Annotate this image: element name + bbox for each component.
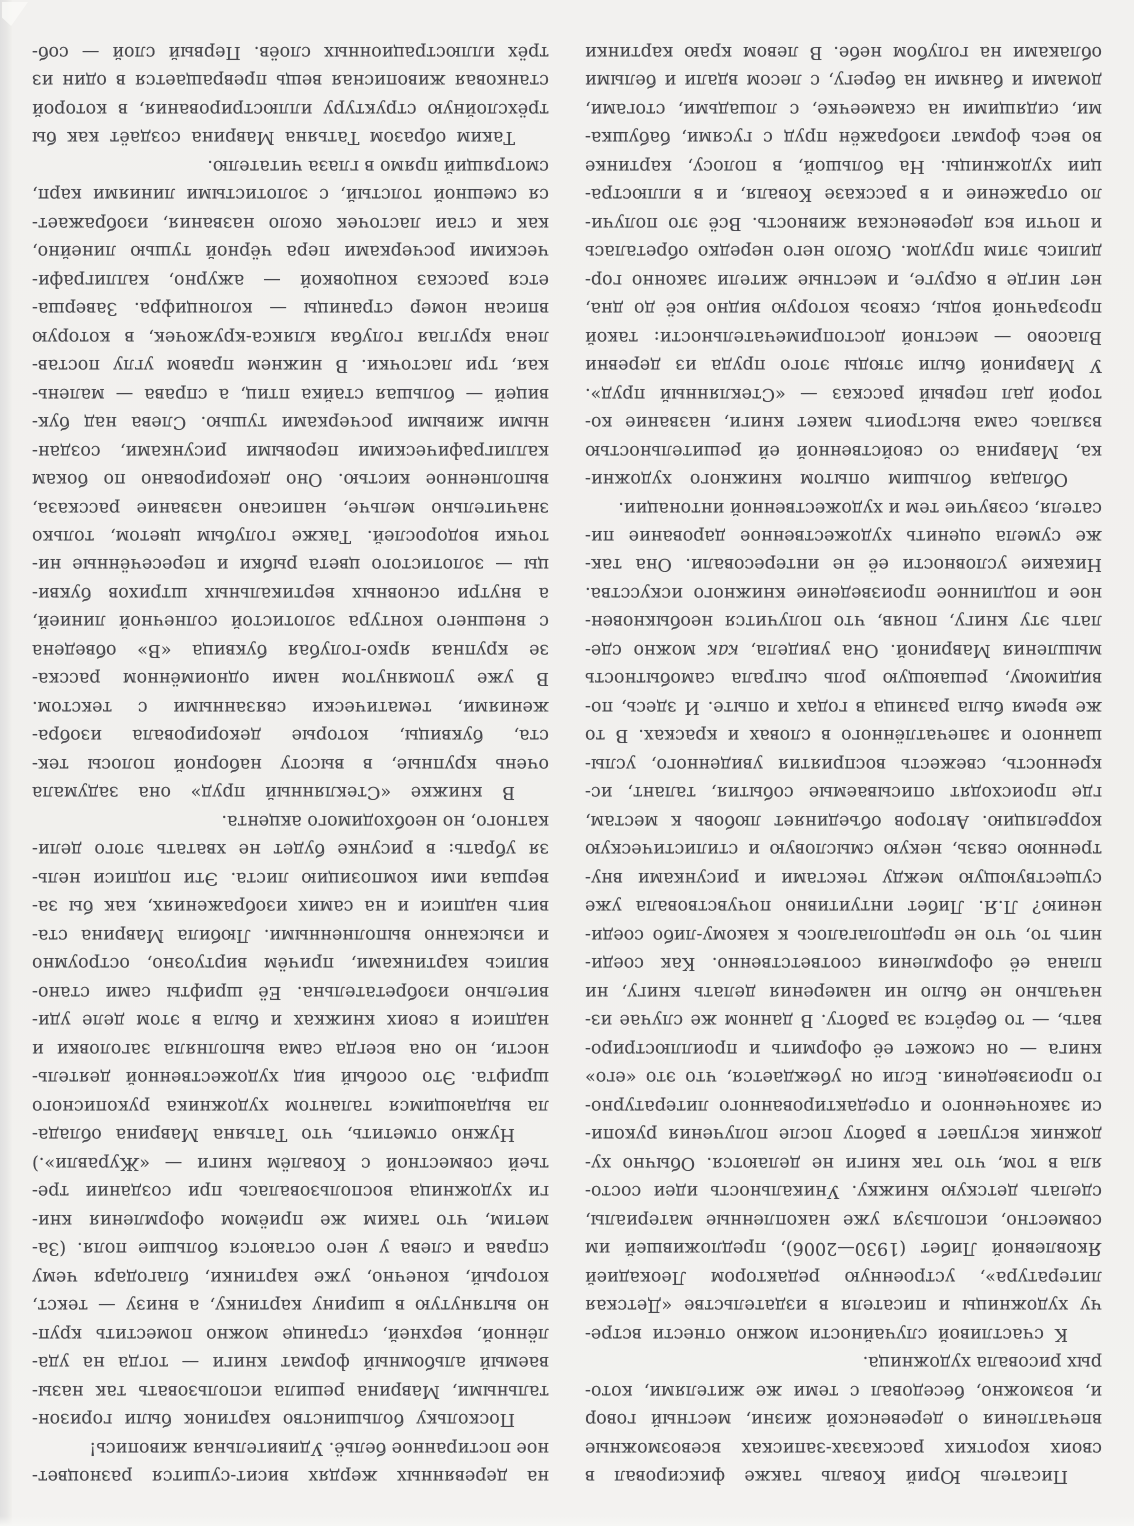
text-line: значительно мельче, написано название рассказа, bbox=[32, 497, 549, 518]
text-line: ности, но она всегда сама выполняла заголовки и bbox=[32, 1038, 549, 1059]
text-line: вать, — то берётся за работу. В данном же случае из- bbox=[585, 1010, 1102, 1031]
text-line: справа и слева у него остаются большие поля. (За- bbox=[32, 1238, 549, 1259]
text-line: цы — золотистого цвета рыбки и пересечённые ни- bbox=[32, 554, 549, 575]
text-line: вписан номер страницы — колонцифра. Заверша- bbox=[32, 298, 549, 319]
text-line: как и стаи ласточек около названия, изображает- bbox=[32, 212, 549, 233]
text-line: ваемый альбомный формат книги — тогда на уда- bbox=[32, 1352, 549, 1373]
text-line: вительно изобретательна. Её шрифты сами стано- bbox=[32, 981, 549, 1002]
text-line: своих коротких рассказах-записках всевозможные bbox=[585, 1437, 1102, 1458]
text-line: существующую между текстами и рисунками вну- bbox=[585, 867, 1102, 888]
text-line: на деревянных жердях висит-сушится разноцвет- bbox=[32, 1466, 549, 1486]
text-line: вить надписи и на самих изображениях, как бы за- bbox=[32, 896, 549, 917]
text-line: корреляцию. Авторов объединяет любовь к местам, bbox=[585, 810, 1102, 831]
text-line: ла выдающимся талантом художника рукописного bbox=[32, 1095, 549, 1116]
text-line: Яковлевной Либет (1930—2006), предложившей им bbox=[585, 1238, 1102, 1259]
text-line: с внешнего контура золотистой солнечной линией, bbox=[32, 611, 549, 632]
text-line: В уже упомянутом нами одноимённом расска- bbox=[32, 668, 549, 689]
text-line: который, конечно, уже картинки, благодаря чему bbox=[32, 1266, 549, 1287]
text-line: яла в том, что так книги не делаются. Обычно ху- bbox=[585, 1152, 1102, 1173]
text-line: У Мавриной были этюды этого пруда из деревни bbox=[585, 355, 1102, 376]
text-line: и изысканно выполненными. Любила Маврина ста- bbox=[32, 924, 549, 945]
text-line: го произведения. Если он убеждается, что это «его» bbox=[585, 1067, 1102, 1088]
text-line: и, возможно, беседовал с теми же жителями, кото- bbox=[585, 1380, 1102, 1401]
text-line: шрифта. Это особый вид художественной деятель- bbox=[32, 1067, 549, 1088]
text-line: трёх иллюстрационных слоёв. Первый слой — соб- bbox=[32, 41, 549, 62]
text-line: Обладая большим опытом книжного художни- bbox=[585, 469, 1068, 490]
text-line: впечатления о деревенской жизни, местный говор bbox=[585, 1409, 1102, 1430]
text-line: каллиграфическими перовыми рисунками, создан- bbox=[32, 440, 549, 461]
text-line: вершая ими композицию листа. Эти подписи нель- bbox=[32, 867, 549, 888]
scan-bottom-edge bbox=[0, 1516, 1134, 1526]
text-line: тьей совместной с Ковалём книги — «Журавли».) bbox=[32, 1152, 549, 1173]
text-line: дились этим прудом. Около него нередко обреталась bbox=[585, 241, 1102, 262]
text-line: катного, но необходимого акцента. bbox=[221, 810, 549, 831]
text-line: же время была разница в годах и опыте. И здесь, по- bbox=[585, 696, 1102, 717]
text-line: Поскольку большинство картинок были горизон- bbox=[32, 1409, 515, 1430]
text-line: смотрящий прямо в глаза читателю. bbox=[207, 155, 549, 176]
text-line: надписи в своих книжках и была в этом деле уди- bbox=[32, 1010, 549, 1031]
text-line: жениями, тематически связанными с текстом. bbox=[32, 696, 549, 717]
text-line: станковая живописная вещь превращается в один из bbox=[32, 70, 549, 91]
text-line: очень крупные, в высоту наборной полосы тек- bbox=[32, 753, 549, 774]
text-line: ло отражение и в рассказе Коваля, и в иллюстра- bbox=[585, 184, 1102, 205]
text-line: нить то, что не предполагалось к какому-либо соеди- bbox=[585, 924, 1102, 945]
text-line: Таким образом Татьяна Маврина создаёт как бы bbox=[32, 127, 515, 148]
text-line: взялась сама выстроить макет книги, название ко- bbox=[585, 412, 1102, 433]
text-line: торой дал первый рассказ — «Стеклянный пруд». bbox=[585, 383, 1102, 404]
text-line: же сумела оценить художественное дарование пи- bbox=[585, 526, 1102, 547]
text-line: лать эту книгу, поняв, что получится необыкновен- bbox=[585, 611, 1102, 632]
text-line: Никакие условности её не интересовали. Она так- bbox=[585, 554, 1102, 575]
text-line: где происходят описываемые события, талант, ис- bbox=[585, 782, 1102, 803]
text-line: ги художница воспользовалась при создании тре- bbox=[32, 1181, 549, 1202]
text-line: видимому, решающую роль сыграла самобытность bbox=[585, 668, 1102, 689]
emphasized-word: как bbox=[707, 639, 739, 660]
text-line: облаками на голубом небе. В левом краю картинки bbox=[585, 41, 1102, 62]
text-line: тальными, Маврина решила использовать так назы- bbox=[32, 1380, 549, 1401]
text-line: К счастливой случайности можно отнести встре- bbox=[585, 1323, 1068, 1344]
text-line: ное и подлинное произведение книжного искусства. bbox=[585, 582, 1102, 603]
text-line: прозрачной воды, сквозь которую видно всё до дна, bbox=[585, 298, 1102, 319]
text-column-left bbox=[585, 37, 1102, 1490]
text-line: ции художницы. На большой, в полосу, картинке bbox=[585, 155, 1102, 176]
text-line: дожник вступает в работу после получения рукопи- bbox=[585, 1124, 1102, 1145]
text-line: ное постиранное бельё. Удивительная живопись! bbox=[89, 1437, 549, 1458]
text-line: плана её оформления соответственно. Как соеди- bbox=[585, 953, 1102, 974]
text-line: чу художницы и писателя в издательстве «Детская bbox=[585, 1295, 1102, 1316]
text-line: лена круглая голубая клякса-кружочек, в которую bbox=[32, 326, 549, 347]
text-line: литература», устроенную редактором Леокадией bbox=[585, 1266, 1102, 1287]
text-line: ется рассказ концовкой — ажурно, каллиграфи- bbox=[32, 269, 549, 290]
text-line: рых рисовала художница. bbox=[862, 1352, 1102, 1373]
text-line: точки водорослей. Также голубым цветом, только bbox=[32, 526, 549, 547]
text-line: начально не было ни намерения делать книгу, ни bbox=[585, 981, 1102, 1002]
text-line: ста, буквицы, которые декорировала изобра- bbox=[32, 725, 549, 746]
text-line: нению? Л.Я. Либет интуитивно почувствовала уже bbox=[585, 896, 1102, 917]
text-line: но вытянутую в ширину картинку, а внизу — текст, bbox=[32, 1295, 549, 1316]
text-line: ми, сидящими на скамеечке, с лошадьми, стогами, bbox=[585, 98, 1102, 119]
text-line: выполненное кистью. Оно декорировано по бокам bbox=[32, 469, 549, 490]
text-column-right bbox=[32, 37, 549, 1490]
text-line: сателя, созвучие тем и художественной интонации. bbox=[618, 497, 1102, 518]
text-line: зе крупная ярко-голубая буквица «В» обведена bbox=[32, 639, 549, 660]
text-line: метим, что таким же приёмом оформления кни- bbox=[32, 1209, 549, 1230]
text-line: Писатель Юрий Коваль также фиксировал в bbox=[585, 1466, 1068, 1486]
text-line: домами и банями на берегу, с лесом вдали и белыми bbox=[585, 70, 1102, 91]
text-line: во весь формат изображён пруд с гусями, бабушка- bbox=[585, 127, 1102, 148]
text-line: кренность, свежесть восприятия увиденного, услы- bbox=[585, 753, 1102, 774]
text-line: Власово — местной достопримечательности: такой bbox=[585, 326, 1102, 347]
text-line: треннюю связь, некую смысловую и стилистическую bbox=[585, 839, 1102, 860]
text-line: ка, Маврина со свойственной ей решительностью bbox=[585, 440, 1102, 461]
text-line: зя убрать: в рисунке будет не хватать этого дели- bbox=[32, 839, 549, 860]
text-line: кая, три ласточки. В нижнем правом углу постав- bbox=[32, 355, 549, 376]
text-line: шанного и запечатлённого в словах и красках. В то bbox=[585, 725, 1102, 746]
text-line: книга — он сможет её оформить и проиллюстриро- bbox=[585, 1038, 1102, 1059]
text-line: трёхслойную структуру иллюстрирования, в которой bbox=[32, 98, 549, 119]
text-line: а внутри основных вертикальных штрихов букви- bbox=[32, 582, 549, 603]
text-line: Нужно отметить, что Татьяна Маврина облада- bbox=[32, 1124, 515, 1145]
text-line: вились картинками, причём виртуозно, остроумно bbox=[32, 953, 549, 974]
text-line: лённой, верхней, странице можно поместить круп- bbox=[32, 1323, 549, 1344]
text-line: и почти вся деревенская живность. Всё это получи- bbox=[585, 212, 1102, 233]
scan-edge-shadow bbox=[0, 0, 12, 1526]
text-line: мышления Мавриной. Она увидела, как можно сде- bbox=[585, 639, 1102, 660]
text-line: ными живыми росчерками тушью. Слева над бук- bbox=[32, 412, 549, 433]
text-line: совместно, используя уже накопленные материалы, bbox=[585, 1209, 1102, 1230]
text-line: сделать детскую книжку. Уникальность идеи состо- bbox=[585, 1181, 1102, 1202]
text-line: вицей — большая стайка птиц, а справа — малень- bbox=[32, 383, 549, 404]
text-line: ческими росчерками пера чёрной тушью линейно, bbox=[32, 241, 549, 262]
text-line: В книжке «Стеклянный пруд» она задумала bbox=[32, 782, 515, 803]
text-line: нет нигде в округе, и местные жители законно гор- bbox=[585, 269, 1102, 290]
text-line: ся смешной толстый, с золотистыми линиями карп, bbox=[32, 184, 549, 205]
text-line: си законченного и отредактированного литературно- bbox=[585, 1095, 1102, 1116]
